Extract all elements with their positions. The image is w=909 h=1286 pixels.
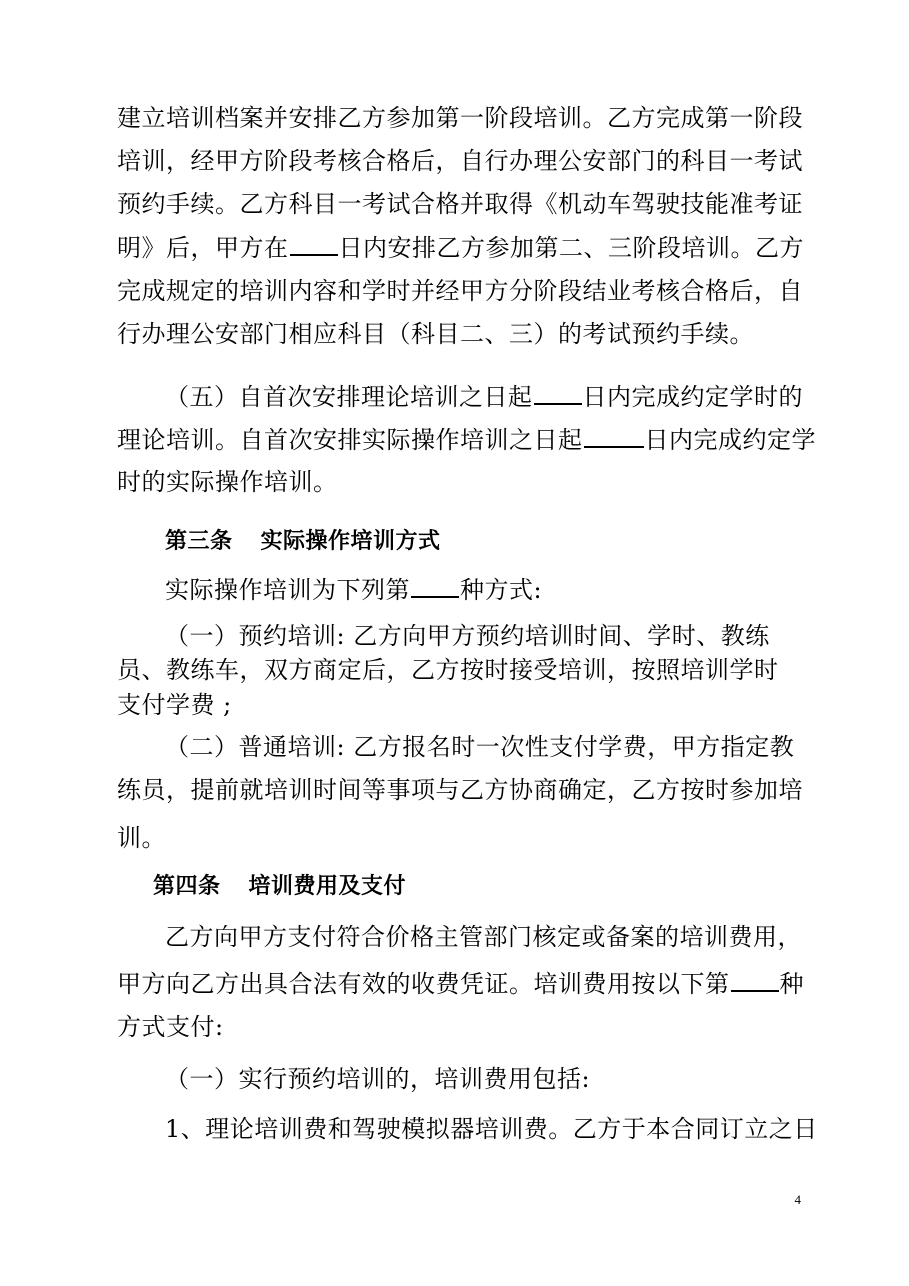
fill-in-blank[interactable] xyxy=(411,574,459,598)
paragraph-line xyxy=(117,424,817,454)
paragraph-line xyxy=(117,232,817,262)
text-segment: 种方式: xyxy=(460,576,543,604)
text-segment: 明》后，甲方在 xyxy=(117,234,289,262)
paragraph-line: （一）实行预约培训的，培训费用包括: xyxy=(165,1065,591,1093)
text-segment: 甲方向乙方出具合法有效的收费凭证。培训费用按以下第 xyxy=(117,970,730,998)
paragraph-line: 预约手续。乙方科目一考试合格并取得《机动车驾驶技能准考证 xyxy=(117,190,803,218)
paragraph-line: 员、教练车，双方商定后，乙方按时接受培训，按照培训学时 xyxy=(117,656,779,684)
paragraph-line: 时的实际操作培训。 xyxy=(117,468,338,496)
section-heading xyxy=(165,527,865,557)
paragraph-line: 练员，提前就培训时间等事项与乙方协商确定，乙方按时参加培 xyxy=(117,776,803,804)
page-number: 4 xyxy=(794,1192,801,1207)
fill-in-blank[interactable] xyxy=(534,381,582,405)
article-title: 培训费用及支付 xyxy=(248,874,407,899)
paragraph-line: 建立培训档案并安排乙方参加第一阶段培训。乙方完成第一阶段 xyxy=(117,104,803,132)
paragraph-line: （一）预约培训: 乙方向甲方预约培训时间、学时、教练 xyxy=(165,622,770,650)
paragraph-line: （二）普通培训: 乙方报名时一次性支付学费，甲方指定教 xyxy=(165,733,795,761)
fill-in-blank[interactable] xyxy=(290,232,338,256)
paragraph-line xyxy=(165,574,865,604)
paragraph-line: 行办理公安部门相应科目（科目二、三）的考试预约手续。 xyxy=(117,320,754,348)
paragraph-line: 方式支付: xyxy=(117,1013,224,1041)
text-segment: 日内完成约定学 xyxy=(644,426,816,454)
text-segment: 理论培训。自首次安排实际操作培训之日起 xyxy=(117,426,583,454)
paragraph-line: 培训，经甲方阶段考核合格后，自行办理公安部门的科目一考试 xyxy=(117,147,803,175)
section-heading xyxy=(153,872,853,902)
article-number: 第四条 xyxy=(153,874,221,899)
text-segment: 日内安排乙方参加第二、三阶段培训。乙方 xyxy=(338,234,804,262)
paragraph-line xyxy=(165,381,865,411)
paragraph-line: 支付学费 ; xyxy=(117,691,232,719)
text-segment: 实际操作培训为下列第 xyxy=(165,576,410,604)
article-title: 实际操作培训方式 xyxy=(260,529,441,554)
paragraph-line xyxy=(117,968,817,998)
article-number: 第三条 xyxy=(165,529,233,554)
fill-in-blank[interactable] xyxy=(731,968,779,992)
text-segment: 种 xyxy=(779,970,804,998)
paragraph-line: 1、理论培训费和驾驶模拟器培训费。乙方于本合同订立之日 xyxy=(165,1115,818,1143)
text-segment: 日内完成约定学时的 xyxy=(582,383,803,411)
fill-in-blank[interactable] xyxy=(584,424,644,448)
paragraph-line: 乙方向甲方支付符合价格主管部门核定或备案的培训费用， xyxy=(165,923,802,951)
paragraph-line: 完成规定的培训内容和学时并经甲方分阶段结业考核合格后，自 xyxy=(117,277,803,305)
text-segment: （五）自首次安排理论培训之日起 xyxy=(165,383,533,411)
paragraph-line: 训。 xyxy=(117,824,166,852)
